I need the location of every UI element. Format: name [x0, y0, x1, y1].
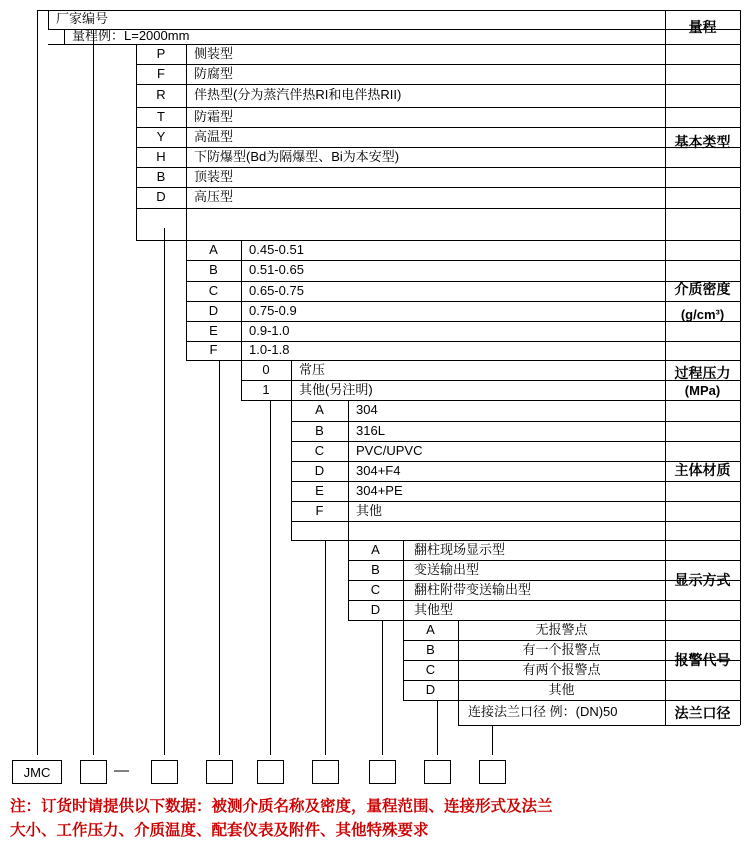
- pressure-desc: 其他(另注明): [299, 381, 373, 397]
- basic-type-desc: 下防爆型(Bd为隔爆型、Bi为本安型): [194, 148, 400, 164]
- connector-line-alarm: [437, 700, 438, 755]
- basic-type-code: P: [156, 45, 166, 61]
- material-desc: PVC/UPVC: [356, 442, 423, 458]
- material-code: E: [315, 482, 324, 498]
- model-box-flange[interactable]: [479, 760, 506, 784]
- connector-elbow-range: [64, 29, 93, 30]
- alarm-code: C: [425, 661, 436, 677]
- basic-type-code: T: [157, 108, 165, 124]
- model-dash: —: [114, 762, 129, 779]
- alarm-code: B: [426, 641, 435, 657]
- basic-type-desc: 侧装型: [194, 45, 234, 61]
- density-desc: 0.51-0.65: [249, 262, 304, 278]
- basic-type-code: Y: [156, 128, 166, 144]
- alarm-desc: 有两个报警点: [522, 661, 601, 677]
- pressure-desc: 常压: [299, 361, 326, 377]
- col-line-factory: [48, 10, 49, 29]
- basic-type-desc: 防霜型: [194, 108, 234, 124]
- pressure-code: 0: [262, 361, 270, 377]
- basic-type-code: F: [157, 65, 165, 81]
- connector-line-display: [382, 620, 383, 755]
- density-desc: 0.9-1.0: [249, 322, 290, 338]
- material-code: D: [314, 462, 325, 478]
- alarm-code: A: [426, 621, 435, 637]
- display-code: C: [370, 581, 381, 597]
- density-desc: 0.45-0.51: [249, 241, 304, 257]
- basic-type-desc: 高温型: [194, 128, 234, 144]
- material-code: C: [314, 442, 325, 458]
- basic-type-desc: 伴热型(分为蒸汽伴热RI和电伴热RII): [194, 87, 402, 103]
- row-sep: [136, 208, 740, 209]
- material-desc: 316L: [356, 422, 385, 438]
- display-code: D: [370, 601, 381, 617]
- basic-type-desc: 顶装型: [194, 168, 234, 184]
- connector-line-material: [325, 540, 326, 755]
- basic-type-code: R: [156, 87, 166, 103]
- model-box-pressure[interactable]: [257, 760, 284, 784]
- group-label-basic-type: 基本类型: [674, 134, 731, 150]
- alarm-desc: 有一个报警点: [522, 641, 601, 657]
- display-code: B: [371, 561, 380, 577]
- basic-type-code: D: [156, 189, 166, 205]
- group-label-flange: 法兰口径: [674, 704, 731, 721]
- flange-desc: 连接法兰口径 例：(DN)50: [468, 704, 618, 720]
- material-desc: 304+PE: [356, 482, 403, 498]
- material-code: B: [315, 422, 324, 438]
- density-code: B: [209, 262, 218, 278]
- pressure-code: 1: [262, 381, 270, 397]
- density-code: E: [209, 322, 218, 338]
- connector-line-flange: [492, 725, 493, 755]
- order-note-line-1: 注：订货时请提供以下数据：被测介质名称及密度，量程范围、连接形式及法兰: [10, 798, 553, 815]
- material-desc: 304+F4: [356, 462, 401, 478]
- density-desc: 1.0-1.8: [249, 342, 290, 358]
- connector-line-basic-type: [164, 228, 165, 755]
- model-box-material[interactable]: [312, 760, 339, 784]
- row-factory-no: 厂家编号: [56, 11, 109, 27]
- basic-type-code: H: [156, 148, 166, 164]
- model-box-display[interactable]: [369, 760, 396, 784]
- density-code: F: [209, 342, 218, 358]
- group-label-density: 介质密度 (g/cm³): [674, 280, 731, 322]
- connector-line-pressure: [270, 400, 271, 755]
- group-label-pressure: 过程压力 (MPa): [674, 364, 731, 398]
- display-desc: 其他型: [414, 601, 454, 617]
- density-desc: 0.65-0.75: [249, 282, 304, 298]
- connector-line-density: [219, 360, 220, 755]
- display-desc: 变送输出型: [414, 561, 480, 577]
- group-label-alarm: 报警代号: [674, 652, 731, 668]
- density-code: D: [208, 302, 219, 318]
- material-desc: 其他: [356, 502, 383, 518]
- row-range-example: 量程例：L=2000mm: [72, 28, 190, 44]
- table-right-border: [740, 10, 741, 725]
- table-bottom-border: [458, 725, 740, 726]
- flange-col-left: [458, 700, 459, 725]
- model-box-factory[interactable]: JMC: [12, 760, 62, 784]
- col-line-range: [64, 29, 65, 44]
- basic-type-desc: 高压型: [194, 189, 234, 205]
- display-desc: 翻柱附带变送输出型: [414, 581, 532, 597]
- order-note-line-2: 大小、工作压力、介质温度、配套仪表及附件、其他特殊要求: [10, 822, 429, 840]
- basic-type-code: B: [156, 168, 166, 184]
- display-code: A: [371, 541, 380, 557]
- order-note: [10, 795, 740, 843]
- model-box-alarm[interactable]: [424, 760, 451, 784]
- density-code: A: [209, 241, 218, 257]
- group-label-density-unit: (g/cm³): [680, 306, 725, 322]
- material-code: A: [315, 402, 324, 418]
- model-box-density[interactable]: [206, 760, 233, 784]
- group-label-pressure-unit: (MPa): [684, 382, 721, 398]
- material-desc: 304: [356, 402, 378, 418]
- density-code-col-right: [241, 240, 242, 360]
- model-box-basic-type[interactable]: [151, 760, 178, 784]
- alarm-code: D: [425, 681, 436, 697]
- connector-line-factory: [37, 10, 38, 755]
- alarm-desc: 无报警点: [535, 621, 588, 637]
- model-box-range[interactable]: [80, 760, 107, 784]
- group-label-range: 量程: [688, 19, 717, 35]
- alarm-desc: 其他: [548, 681, 575, 697]
- connector-line-range: [93, 29, 94, 755]
- connector-elbow-factory: [37, 10, 48, 11]
- group-label-material: 主体材质: [674, 462, 731, 478]
- group-label-display: 显示方式: [674, 572, 731, 588]
- material-code: F: [315, 502, 324, 518]
- display-desc: 翻柱现场显示型: [414, 541, 506, 557]
- basic-type-desc: 防腐型: [194, 65, 234, 81]
- basic-code-col-right: [186, 44, 187, 240]
- density-code: C: [208, 282, 219, 298]
- density-desc: 0.75-0.9: [249, 302, 297, 318]
